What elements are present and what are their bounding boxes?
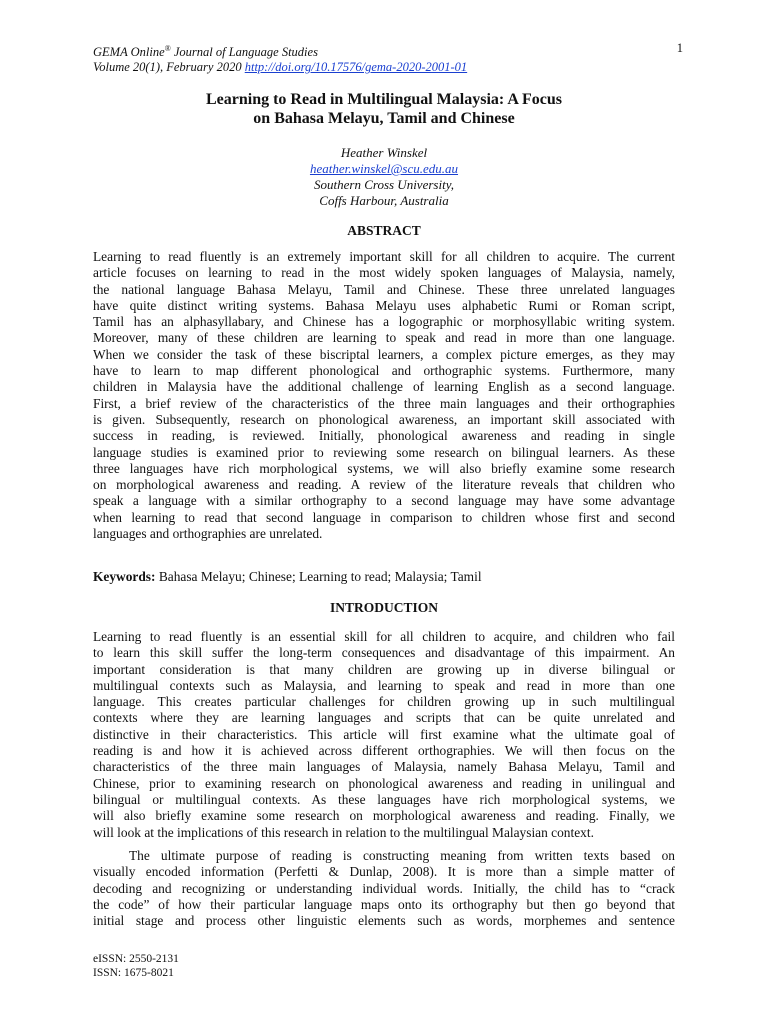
text-line: The ultimate purpose of reading is constructing meaning from written texts based on [129,848,675,863]
journal-name: GEMA Online [93,45,165,60]
text-line: reading is and how it is achieved across different orthographies. We will then focus on the [93,743,675,759]
text-line: Moreover, many of these children are learning to speak and read in more than one language. [93,330,675,346]
keywords-text: Bahasa Melayu; Chinese; Learning to read; Malaysia; Tamil [155,569,482,584]
abstract-heading: ABSTRACT [347,223,421,238]
text-line: Tamil has an alphasyllabary, and Chinese has a logographic or morphosyllabic writing system. [93,314,675,330]
text-line: success in reading, is reviewed. Initially, phonological awareness and reading in single [93,428,675,444]
text-line: distinctive in their characteristics. This article will first examine what the ultimate goal of [93,726,675,742]
introduction-heading: INTRODUCTION [329,600,438,615]
introduction-paragraph-2 [93,848,675,929]
text-line: is given. Subsequently, research on phonological awareness, an important skill associated with [93,411,675,427]
text-line: decoding and recognizing or understanding individual words. Initially, the child has to “crack [93,880,675,896]
doi-link[interactable]: http://doi.org/10.17576/gema-2020-2001-01 [244,60,468,75]
text-line: bilingual or multilingual contexts. As these languages have rich morphological systems, we [93,791,675,807]
journal-line [93,41,683,60]
text-line: Learning to read fluently is an extremely important skill for all children to acquire. The current [93,249,675,264]
text-line: initial stage and process other linguistic elements such as words, morphemes and sentence [93,913,675,929]
text-line: the code” of how their particular language maps onto its orthography but then go beyond that [93,896,675,912]
registered-mark: ® [164,44,171,53]
text-line: when learning to read that second language in comparison to children whose first and second [93,509,675,525]
text-line: speak a language with a similar orthography to a second language may have some advantage [93,493,675,509]
running-header [93,41,683,75]
author-affiliation: Southern Cross University, [314,177,454,192]
text-line: children in Malaysia have the additional challenge of learning English as a second language. [93,379,675,395]
abstract-body [93,249,675,542]
introduction-paragraph-1 [93,629,675,841]
text-line: multilingual contexts such as Malaysia, and learning to speak and read in more than one [93,677,675,693]
issn: ISSN: 1675-8021 [93,967,174,979]
paper-title [93,90,675,128]
title-line-2: on Bahasa Melayu, Tamil and Chinese [253,110,515,127]
text-line: When we consider the task of these biscriptal learners, a complex picture emerges, as they may [93,346,675,362]
volume-line [93,60,683,75]
text-line: article focuses on learning to read in the most widely spoken languages of Malaysia, namely, [93,265,675,281]
author-location: Coffs Harbour, Australia [319,193,449,208]
author-name: Heather Winskel [340,145,428,160]
issn-footer [93,952,179,980]
title-line-1: Learning to Read in Multilingual Malaysia: A Focus [205,91,563,108]
text-line: language studies is examined prior to reviewing some research on bilingual learners. As these [93,444,675,460]
text-line: Learning to read fluently is an essential skill for all children to acquire, and children who fail [93,629,675,644]
text-line: characteristics of the three main languages of Malaysia, namely Bahasa Melayu, Tamil and [93,759,675,775]
text-line: three languages have rich morphological systems, we will also briefly examine some research [93,460,675,476]
keywords-label: Keywords: [93,569,156,584]
text-line: First, a brief review of the characteristics of the three main languages and their orthographies [93,395,675,411]
text-line: have to learn to map different phonological and orthographic systems. Furthermore, many [93,363,675,379]
text-line: have quite distinct writing systems. Bahasa Melayu uses alphabetic Rumi or Roman script, [93,297,675,313]
page-number: 1 [676,41,683,55]
text-line: languages and orthographies are unrelated. [93,526,323,542]
volume-info: Volume 20(1), February 2020 [93,60,242,75]
eissn: eISSN: 2550-2131 [93,953,179,965]
author-block [93,145,675,209]
text-line: the national language Bahasa Melayu, Tamil and Chinese. These three unrelated languages [93,281,675,297]
text-line: important consideration is that many children are growing up in diverse bilingual or [93,661,675,677]
text-line: will look at the implications of this research in relation to the multilingual Malaysian context. [93,824,594,840]
text-line: language. This creates particular challenges for children growing up in such multilingual [93,694,675,710]
text-line: contexts where they are learning languages and scripts that can be quite unrelated and [93,710,675,726]
text-line: on morphological awareness and reading. A review of the literature reveals that children who [93,477,675,493]
keywords-line [93,569,675,585]
text-line: to learn this skill suffer the long-term consequences and disadvantage of this impairment. An [93,645,675,661]
text-line: will also briefly examine some research on morphological awareness and reading. Finally, we [93,808,675,824]
text-line: Chinese, prior to examining research on phonological awareness and reading in unilingual and [93,775,675,791]
text-line: visually encoded information (Perfetti & Dunlap, 2008). It is more than a simple matter of [93,864,675,880]
journal-name-rest: Journal of Language Studies [170,45,318,60]
author-email-link[interactable]: heather.winskel@scu.edu.au [309,161,459,176]
